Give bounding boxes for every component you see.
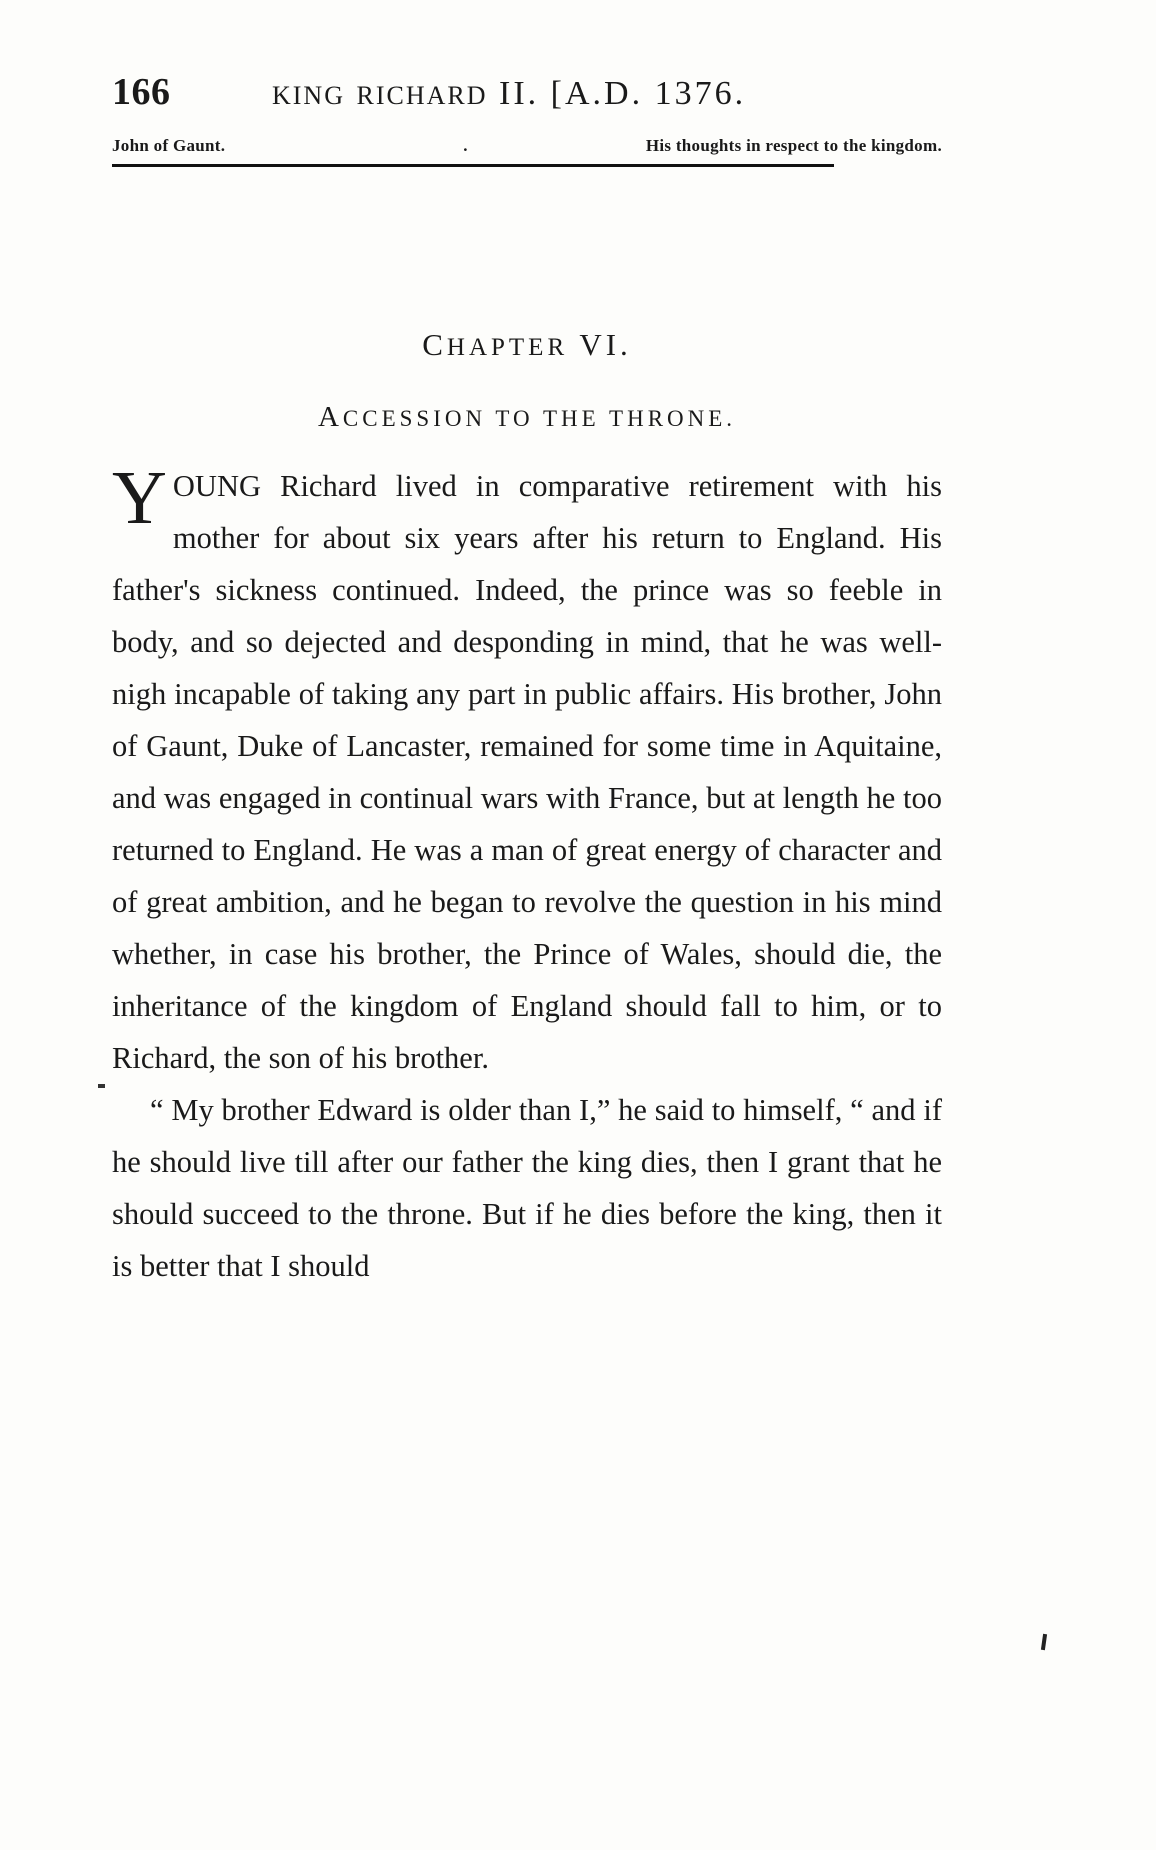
paragraph-1: OUNG Richard lived in comparative retirement with his mother for about six years after his return to England. His father's sickness continued. Indeed, the prince was so feeble in body, and so dejected and desponding in mind, that he was well-nigh incapable of taking any part in public affairs. His brother, John of Gaunt, Duke of Lancaster, remained for some time in Aquitaine, and was engaged in continual wars with France, but at length he too returned to England. He was a man of great energy of character and of great ambition, and he began to revolve the question in his mind whether, in case his brother, the Prince of Wales, should die, the inheritance of the kingdom of England should fall to him, or to Richard, the son of his brother.	[112, 469, 942, 1075]
running-head-regnal: II.	[499, 75, 540, 112]
drop-cap: Y	[112, 456, 167, 540]
page-content	[112, 70, 942, 1292]
side-note-left: John of Gaunt.	[112, 136, 226, 155]
running-head-title	[272, 75, 746, 113]
side-note-line	[112, 136, 942, 156]
chapter-heading-number: VI.	[579, 327, 632, 362]
side-note-dot: .	[463, 136, 468, 155]
side-note-right: His thoughts in respect to the kingdom.	[645, 136, 942, 155]
header-divider	[112, 164, 834, 167]
running-head-date: [A.D. 1376.	[550, 75, 747, 112]
paragraph-2: “ My brother Edward is older than I,” he said to himself, “ and if he should live till after our father the king dies, then I grant that he should succeed to the throne. But if he dies before the king, then it is better that I should	[112, 1093, 942, 1283]
chapter-subtitle	[112, 401, 942, 434]
page-number: 166	[112, 71, 171, 113]
chapter-heading-word: HAPTER	[446, 334, 569, 361]
running-head-word-richard: RICHARD	[356, 81, 488, 110]
chapter-heading	[112, 327, 942, 363]
chapter-subtitle-initial: A	[317, 401, 343, 433]
running-head	[112, 70, 942, 114]
body-text	[112, 456, 942, 1292]
paragraph-1-wrapper	[112, 456, 942, 1084]
running-head-word-king: KING	[272, 81, 345, 110]
page-corner-mark	[1041, 1634, 1047, 1650]
margin-speck	[98, 1084, 105, 1088]
chapter-subtitle-rest: CCESSION TO THE THRONE.	[342, 406, 737, 431]
chapter-heading-initial: C	[422, 327, 447, 362]
